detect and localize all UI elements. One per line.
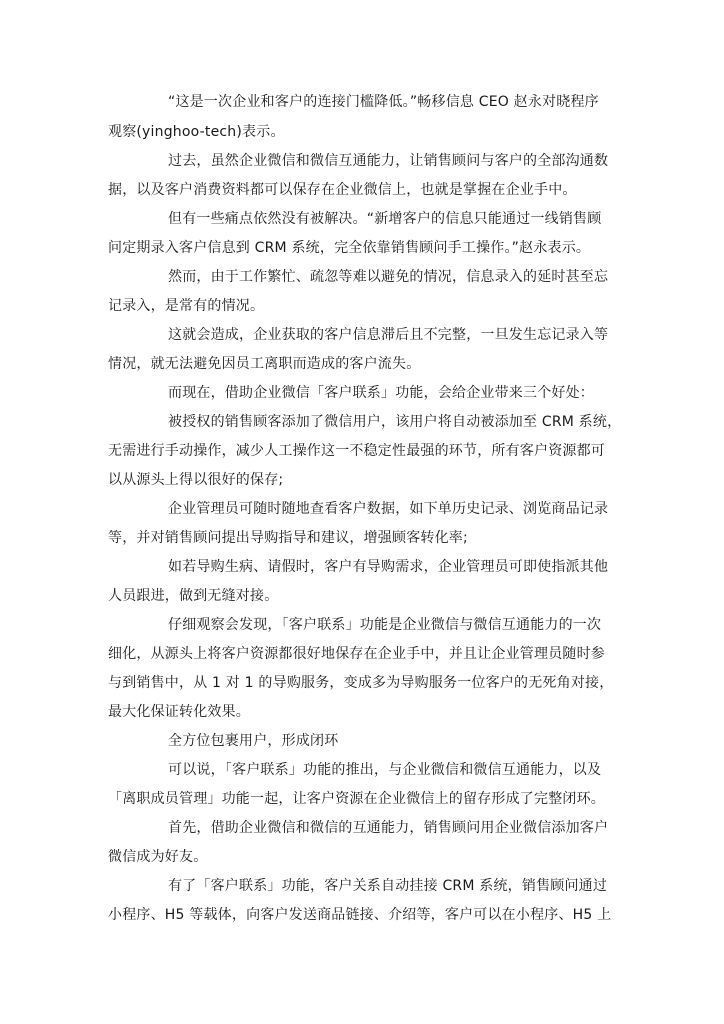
paragraph-line: 以从源头上得以很好的保存; (108, 472, 284, 488)
paragraph-line: 问定期录入客户信息到 CRM 系统，完全依靠销售顾问手工操作。”赵永表示。 (108, 240, 591, 256)
paragraph-line: 这就会造成，企业获取的客户信息滞后且不完整，一旦发生忘记录入等 (168, 327, 609, 343)
paragraph-line: 企业管理员可随时随地查看客户数据，如下单历史记录、浏览商品记录 (168, 501, 609, 517)
paragraph-line: 与到销售中，从 1 对 1 的导购服务，变成多为导购服务一位客户的无死角对接， (108, 675, 614, 691)
paragraph-line: 有了「客户联系」功能，客户关系自动挂接 CRM 系统，销售顾问通过 (168, 878, 608, 894)
paragraph-line: 小程序、H5 等载体，向客户发送商品链接、介绍等，客户可以在小程序、H5 上 (108, 907, 612, 923)
paragraph-line: 仔细观察会发现，「客户联系」功能是企业微信与微信互通能力的一次 (168, 617, 602, 633)
paragraph-line: 据，以及客户消费资料都可以保存在企业微信上，也就是掌握在企业手中。 (108, 182, 577, 198)
paragraph-line: 观察(yinghoo-tech)表示。 (108, 124, 285, 140)
paragraph-line: 记录入，是常有的情况。 (108, 298, 265, 314)
section-heading: 全方位包裹用户，形成闭环 (168, 733, 339, 749)
paragraph-line: 等，并对销售顾问提出导购指导和建议，增强顾客转化率; (108, 530, 468, 546)
paragraph-line: 可以说，「客户联系」功能的推出，与企业微信和微信互通能力，以及 (168, 762, 602, 778)
paragraph-line: 然而，由于工作繁忙、疏忽等难以避免的情况，信息录入的延时甚至忘 (168, 269, 609, 285)
paragraph-line: 情况，就无法避免因员工离职而造成的客户流失。 (108, 356, 421, 372)
paragraph-line: 而现在，借助企业微信「客户联系」功能，会给企业带来三个好处： (168, 385, 594, 401)
paragraph-line: 最大化保证转化效果。 (108, 704, 250, 720)
paragraph-line: 无需进行手动操作，减少人工操作这一不稳定性最强的环节，所有客户资源都可 (108, 443, 605, 459)
paragraph-line: 首先，借助企业微信和微信的互通能力，销售顾问用企业微信添加客户 (168, 820, 609, 836)
paragraph-line: “这是一次企业和客户的连接门槛降低。”畅移信息 CEO 赵永对晓程序 (168, 94, 599, 110)
paragraph-line: 被授权的销售顾客添加了微信用户，该用户将自动被添加至 CRM 系统， (168, 414, 622, 430)
paragraph-line: 但有一些痛点依然没有被解决。“新增客户的信息只能通过一线销售顾 (168, 211, 602, 227)
paragraph-line: 「离职成员管理」功能一起，让客户资源在企业微信上的留存形成了完整闭环。 (108, 791, 605, 807)
paragraph-line: 人员跟进，做到无缝对接。 (108, 588, 279, 604)
paragraph-line: 如若导购生病、请假时，客户有导购需求，企业管理员可即使指派其他 (168, 559, 609, 575)
paragraph-line: 细化，从源头上将客户资源都很好地保存在企业手中，并且让企业管理员随时参 (108, 646, 605, 662)
paragraph-line: 过去，虽然企业微信和微信互通能力，让销售顾问与客户的全部沟通数 (168, 153, 609, 169)
paragraph-line: 微信成为好友。 (108, 849, 208, 865)
